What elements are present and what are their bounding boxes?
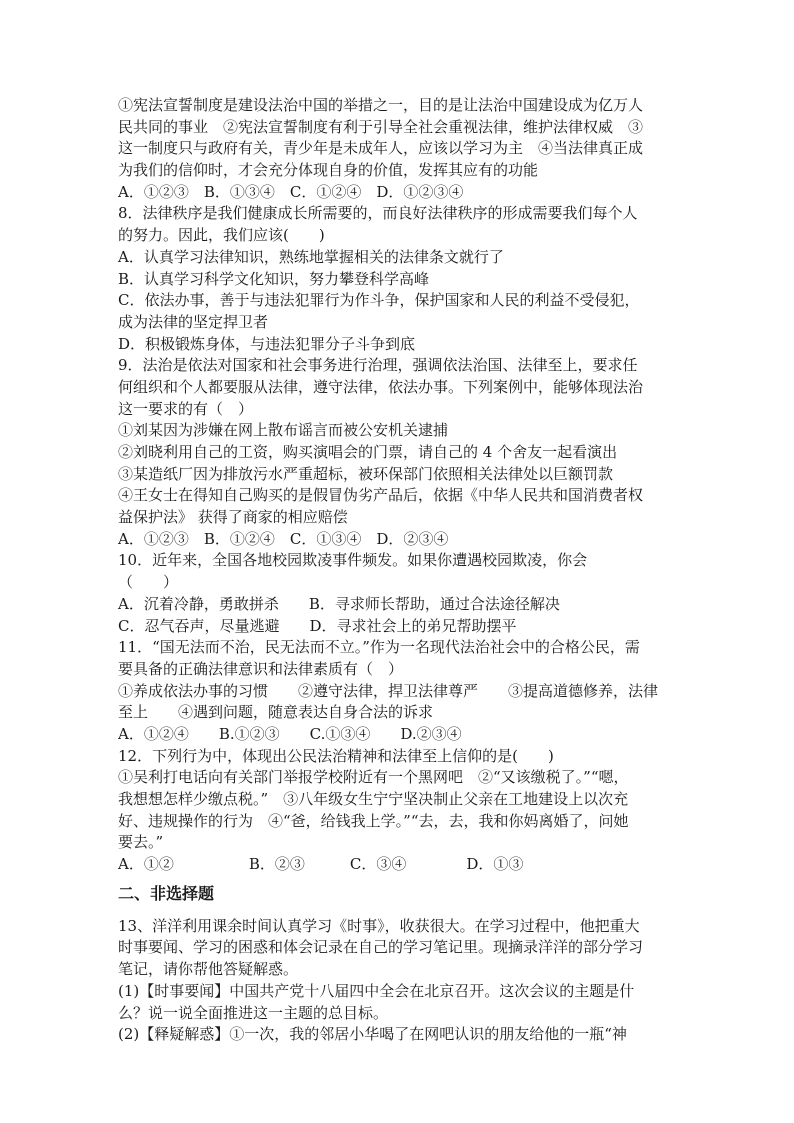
text-line: 时事要闻、学习的困惑和体会记录在自己的学习笔记里。现摘录洋洋的部分学习 xyxy=(118,938,644,957)
answer-options: A．①② B．②③ C．③④ D．①③ xyxy=(118,855,524,874)
option-a: A．认真学习法律知识，熟练地掌握相关的法律条文就行了 xyxy=(118,247,504,266)
answer-options: A．①②④ B.①②③ C.①③④ D.②③④ xyxy=(118,724,462,743)
statements: ①吴利打电话向有关部门举报学校附近有一个黑网吧 ②“又该缴税了。”“嗯， xyxy=(118,768,629,787)
text-line: 民共同的事业 ②宪法宣誓制度有利于引导全社会重视法律，维护法律权威 ③ xyxy=(118,117,644,136)
option-c: C．依法办事，善于与违法犯罪行为作斗争，保护国家和人民的利益不受侵犯， xyxy=(118,291,640,310)
text-line: 笔记，请你帮他答疑解惑。 xyxy=(118,960,299,979)
statement-2: ②刘晓利用自己的工资，购买演唱会的门票，请自己的 4 个舍友一起看演出 xyxy=(118,443,618,461)
question-block-part2 xyxy=(118,916,684,1046)
text-line: （ ） xyxy=(118,573,179,592)
question-block-part1 xyxy=(118,95,684,876)
text-line: 何组织和个人都要服从法律，遵守法律，依法办事。下列案例中，能够体现法治 xyxy=(118,377,644,396)
document-page xyxy=(118,95,684,1046)
statement-4: ④王女士在得知自己购买的是假冒伪劣产品后，依据《中华人民共和国消费者权 xyxy=(118,486,644,505)
text-line: 成为法律的坚定捍卫者 xyxy=(118,312,269,331)
text-line: 这一要求的有（ ） xyxy=(118,399,254,418)
section-heading: 二、非选择题 xyxy=(118,883,215,903)
text-line: 这一制度只与政府有关，青少年是未成年人，应该以学习为主 ④当法律真正成 xyxy=(118,139,644,158)
question-10: 10．近年来，全国各地校园欺凌事件频发。如果你遭遇校园欺凌，你会 xyxy=(118,551,588,570)
text-line: 的努力。因此，我们应该( ) xyxy=(118,226,325,245)
options-ab: A．沉着冷静，勇敢拼杀 B．寻求师长帮助，通过合法途径解决 xyxy=(118,594,560,613)
text-line: 至上 ④遇到问题，随意表达自身合法的诉求 xyxy=(118,703,434,722)
text-line: ①宪法宣誓制度是建设法治中国的举措之一，目的是让法治中国建设成为亿万人 xyxy=(118,96,644,114)
option-d: D．积极锻炼身体，与违法犯罪分子斗争到底 xyxy=(118,334,416,353)
question-11: 11．“国无法而不治，民无法而不立。”作为一名现代法治社会中的合格公民，需 xyxy=(118,638,640,657)
statement-1: ①刘某因为涉嫌在网上散布谣言而被公安机关逮捕 xyxy=(118,421,449,440)
text-line: 益保护法》 获得了商家的相应赔偿 xyxy=(118,508,348,527)
question-9: 9．法治是依法对国家和社会事务进行治理，强调依法治国、法律至上，要求任 xyxy=(118,356,638,375)
statements: ①养成依法办事的习惯 ②遵守法律，捍卫法律尊严 ③提高道德修养，法律 xyxy=(118,681,659,700)
question-13: 13、洋洋利用课余时间认真学习《时事》，收获很大。在学习过程中，他把重大 xyxy=(118,916,640,935)
text-line: 我想想怎样少缴点税。” ③八年级女生宁宁坚决制止父亲在工地建设上以次充 xyxy=(118,790,629,808)
statement-3: ③某造纸厂因为排放污水严重超标，被环保部门依照相关法律处以巨额罚款 xyxy=(118,464,614,483)
question-8: 8．法律秩序是我们健康成长所需要的，而良好法律秩序的形成需要我们每个人 xyxy=(118,204,638,223)
options-cd: C．忍气吞声，尽量逃避 D．寻求社会上的弟兄帮助摆平 xyxy=(118,616,517,635)
sub-question-2: (2)【释疑解惑】①一次，我的邻居小华喝了在网吧认识的朋友给他的一瓶“神 xyxy=(118,1025,627,1044)
text-line: 好、违规操作的行为 ④“爸，给钱我上学。”“去，去，我和你妈离婚了，问她 xyxy=(118,811,629,830)
text-line: 为我们的信仰时，才会充分体现自身的价值，发挥其应有的功能 xyxy=(118,161,539,180)
answer-options: A．①②③ B．①③④ C．①②④ D．①②③④ xyxy=(118,182,464,201)
question-12: 12．下列行为中，体现出公民法治精神和法律至上信仰的是( ) xyxy=(118,746,554,765)
answer-options: A．①②③ B．①②④ C．①③④ D．②③④ xyxy=(118,529,449,548)
sub-question-1: (1)【时事要闻】中国共产党十八届四中全会在北京召开。这次会议的主题是什 xyxy=(118,981,635,1000)
text-line: 要具备的正确法律意识和法律素质有（ ） xyxy=(118,659,404,678)
text-line: 么？说一说全面推进这一主题的总目标。 xyxy=(118,1003,389,1022)
option-b: B．认真学习科学文化知识，努力攀登科学高峰 xyxy=(118,269,430,288)
text-line: 要去。” xyxy=(118,833,164,852)
